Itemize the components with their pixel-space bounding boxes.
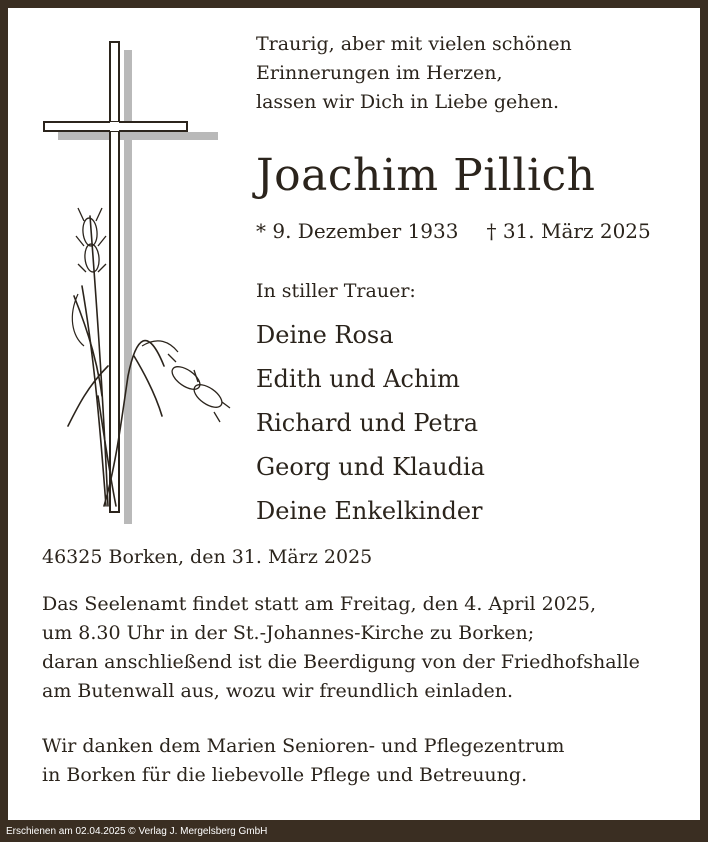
service-info xyxy=(42,590,640,706)
life-dates xyxy=(256,216,651,246)
service-line: am Butenwall aus, wozu wir freundlich einladen. xyxy=(42,680,514,702)
mourner-name: Deine Enkelkinder xyxy=(256,497,483,525)
service-line: daran anschließend ist die Beerdigung von der Friedhofshalle xyxy=(42,651,640,673)
intro-line: Traurig, aber mit vielen schönen xyxy=(256,33,572,55)
birth-date: * 9. Dezember 1933 xyxy=(256,219,459,243)
intro-line: Erinnerungen im Herzen, xyxy=(256,62,503,84)
mourner-name: Richard und Petra xyxy=(256,409,479,437)
mourners-heading: In stiller Trauer: xyxy=(256,280,416,302)
mourner-name: Deine Rosa xyxy=(256,321,394,349)
thanks-line: in Borken für die liebevolle Pflege und Betreuung. xyxy=(42,764,528,786)
service-line: um 8.30 Uhr in der St.-Johannes-Kirche zu Borken; xyxy=(42,622,535,644)
place-date: 46325 Borken, den 31. März 2025 xyxy=(42,546,373,568)
thanks-line: Wir danken dem Marien Senioren- und Pflegezentrum xyxy=(42,735,565,757)
intro-text xyxy=(256,30,572,117)
publication-footer: Erschienen am 02.04.2025 © Verlag J. Mergelsberg GmbH xyxy=(6,826,268,837)
thanks-text xyxy=(42,732,564,790)
mourner-name: Edith und Achim xyxy=(256,365,460,393)
cross-with-wheat-icon xyxy=(38,36,238,526)
service-line: Das Seelenamt findet statt am Freitag, den 4. April 2025, xyxy=(42,593,597,615)
obituary-card xyxy=(8,8,700,820)
intro-line: lassen wir Dich in Liebe gehen. xyxy=(256,91,560,113)
deceased-name: Joachim Pillich xyxy=(256,150,596,201)
mourner-name: Georg und Klaudia xyxy=(256,453,485,481)
death-date: † 31. März 2025 xyxy=(486,219,651,243)
